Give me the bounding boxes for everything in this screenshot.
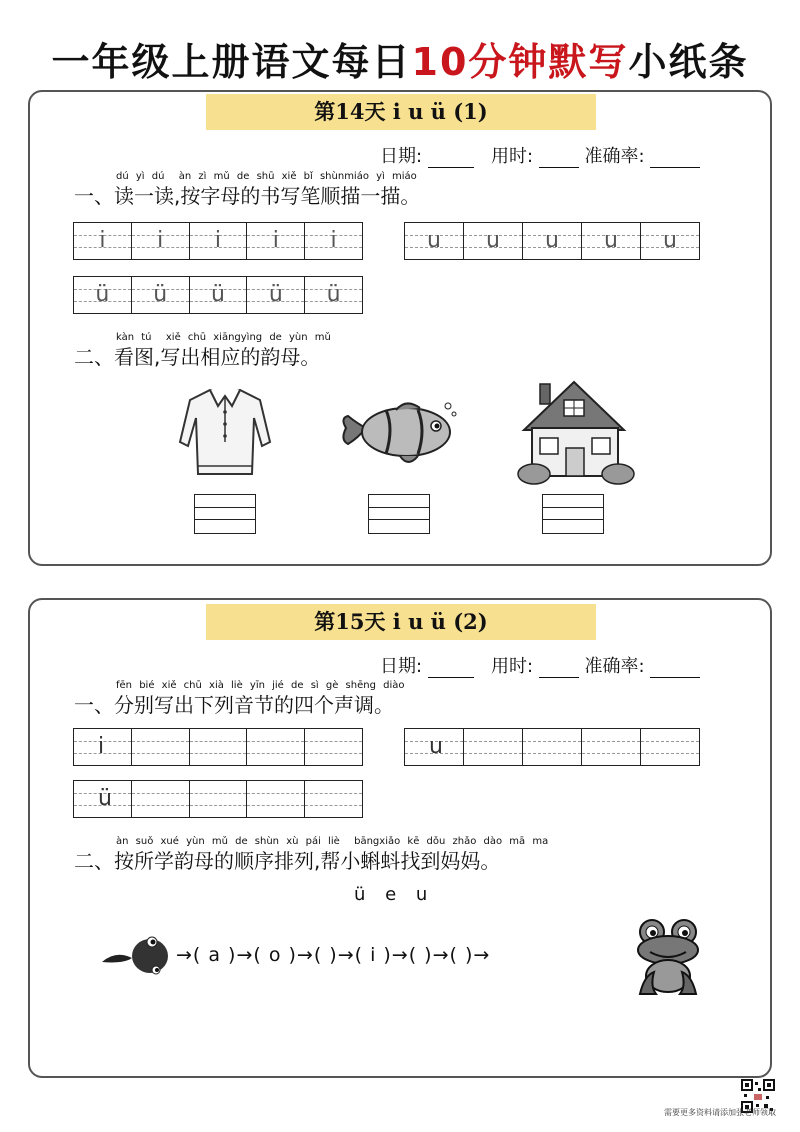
day15-banner: 第15天 i u ü (2) [206,604,596,640]
day14-grid-u [404,222,700,260]
answer-box-shirt[interactable] [194,494,256,534]
tone-cell[interactable] [305,781,362,817]
tadpole-picture [96,932,176,982]
trace-letter[interactable]: u [486,228,500,253]
trace-letter[interactable]: i [330,228,337,253]
day14-grid-i [73,222,363,260]
day15-q2-pinyin: àn suǒ xué yùn mǔ de shùn xù pái liè bāngxiǎo kē dǒu zhǎo dào mā ma [116,836,549,847]
title-suffix: 小纸条 [628,40,749,84]
vowel-options: ü e u [354,884,428,905]
accuracy-label: 准确率: [584,656,645,677]
answer-box-house[interactable] [542,494,604,534]
day14-q1-pinyin: dú yì dú àn zì mǔ de shū xiě bǐ shùnmiáo yì miáo [116,171,417,182]
fish-picture [336,398,460,470]
trace-letter[interactable]: ü [326,282,341,307]
trace-letter[interactable]: ü [153,282,168,307]
title-highlight: 10分钟默写 [411,40,629,84]
day14-banner: 第14天 i u ü (1) [206,94,596,130]
day15-grid-v [73,780,363,818]
accuracy-blank[interactable] [650,659,700,678]
tone-cell[interactable] [247,729,305,765]
day15-grid-i [73,728,363,766]
trace-letter[interactable]: u [604,228,618,253]
date-blank[interactable] [428,659,474,678]
tone-cell[interactable] [582,729,641,765]
day15-info-row [380,656,700,678]
accuracy-blank[interactable] [650,149,700,168]
tone-cell[interactable] [190,729,248,765]
shirt-picture [170,382,280,482]
date-label: 日期: [380,146,423,167]
sequence-chain[interactable]: →( a )→( o )→( )→( i )→( )→( )→ [176,944,491,966]
tone-cell[interactable] [132,781,190,817]
footer-note: 需要更多资料请添加张老师领取 [664,1108,776,1117]
trace-letter[interactable]: i [99,228,106,253]
trace-letter[interactable]: u [545,228,559,253]
day14-grid-v [73,276,363,314]
frog-picture [630,916,708,998]
trace-letter[interactable]: ü [95,282,110,307]
syllable-letter: u [429,734,443,759]
time-label: 用时: [490,146,534,167]
day15-q2-text: 二、按所学韵母的顺序排列,帮小蝌蚪找到妈妈。 [74,849,501,873]
syllable-letter: ü [98,786,112,811]
answer-box-fish[interactable] [368,494,430,534]
tone-cell[interactable] [523,729,582,765]
trace-letter[interactable]: i [272,228,279,253]
house-picture [516,378,636,486]
date-blank[interactable] [428,149,474,168]
time-blank[interactable] [539,659,579,678]
trace-letter[interactable]: u [427,228,441,253]
trace-letter[interactable]: ü [268,282,283,307]
day14-q2-text: 二、看图,写出相应的韵母。 [74,345,321,369]
syllable-letter: i [98,734,105,759]
trace-letter[interactable]: i [214,228,222,253]
day14-q1-text: 一、读一读,按字母的书写笔顺描一描。 [74,184,421,208]
tone-cell[interactable] [305,729,362,765]
day14-info-row [380,146,700,168]
tone-cell[interactable] [641,729,699,765]
tone-cell[interactable] [247,781,305,817]
tone-cell[interactable] [464,729,523,765]
trace-letter[interactable]: ü [211,282,225,307]
trace-letter[interactable]: i [157,228,164,253]
day15-q1-pinyin: fēn bié xiě chū xià liè yīn jié de sì gè shēng diào [116,680,405,691]
tone-cell[interactable] [132,729,190,765]
day14-q2-pinyin: kàn tú xiě chū xiāngyìng de yùn mǔ [116,332,331,343]
day15-grid-u [404,728,700,766]
title-prefix: 一年级上册语文每日 [51,40,412,84]
day15-q1-text: 一、分别写出下列音节的四个声调。 [74,693,394,717]
tone-cell[interactable] [190,781,248,817]
accuracy-label: 准确率: [584,146,645,167]
date-label: 日期: [380,656,423,677]
time-label: 用时: [490,656,534,677]
page-title [0,38,800,86]
trace-letter[interactable]: u [663,228,677,253]
time-blank[interactable] [539,149,579,168]
